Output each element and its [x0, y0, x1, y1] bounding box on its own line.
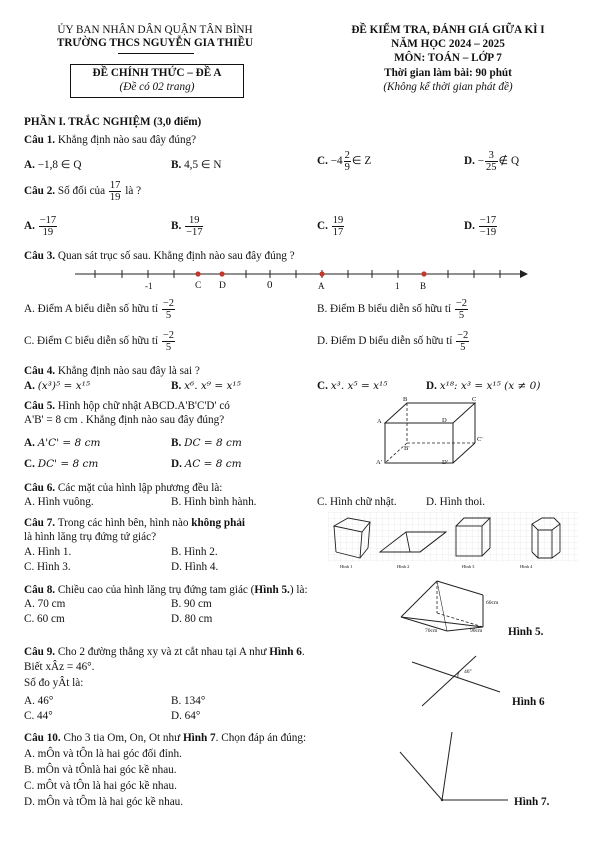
q1-stem: Câu 1. Khẳng định nào sau đây đúng? [24, 134, 197, 146]
official-title: ĐỀ CHÍNH THỨC – ĐỀ A [92, 67, 222, 79]
q4-stem: Câu 4. Khẳng định nào sau đây là sai ? [24, 365, 200, 377]
cuboid-label-a: A [377, 418, 382, 425]
q5-option-b[interactable]: B. DC = 8 cm [171, 437, 242, 449]
q9-option-b[interactable]: B. 134° [171, 695, 206, 707]
q9-stem-line2: Biết xÂz = 46°. [24, 661, 95, 673]
time-note: (Không kể thời gian phát đề) [383, 81, 513, 93]
q10-option-b[interactable]: B. mÔn và tÔnlà hai góc kề nhau. [24, 764, 177, 776]
q8-option-b[interactable]: B. 90 cm [171, 598, 212, 610]
q4-option-c[interactable]: C. x³. x⁵ = x¹⁵ [317, 380, 388, 392]
q4-option-a[interactable]: A. (x³)⁵ = x¹⁵ [24, 380, 91, 392]
q7-option-b[interactable]: B. Hình 2. [171, 546, 218, 558]
cuboid-label-a-prime: A' [376, 459, 382, 466]
part1-title: PHẦN I. TRẮC NGHIỆM (3,0 điểm) [24, 116, 202, 128]
q6-option-c[interactable]: C. Hình chữ nhật. [317, 496, 397, 508]
q9-option-c[interactable]: C. 44° [24, 710, 53, 722]
q7-option-a[interactable]: A. Hình 1. [24, 546, 72, 558]
cuboid-label-c: C [472, 396, 477, 403]
q3-stem: Câu 3. Quan sát trục số sau. Khẳng định nào sau đây đúng ? [24, 250, 295, 262]
point-c [195, 271, 200, 276]
pages-note: (Đề có 02 trang) [119, 81, 195, 93]
q8-option-d[interactable]: D. 80 cm [171, 613, 213, 625]
q6-stem: Câu 6. Các mặt của hình lập phương đều là: [24, 482, 223, 494]
q5-stem-line1: Câu 5. Hình hộp chữ nhật ABCD.A'B'C'D' có [24, 400, 230, 412]
q10-option-d[interactable]: D. mÔn và tÔm là hai góc kề nhau. [24, 796, 184, 808]
axis-label-c: C [195, 281, 202, 291]
q8-stem: Câu 8. Chiều cao của hình lăng trụ đứng tam giác (Hình 5.) là: [24, 584, 308, 596]
axis-label-zero: 0 [267, 279, 273, 291]
axis-label-a: A [318, 281, 325, 291]
q9-stem-line3: Số đo yÂt là: [24, 677, 84, 689]
caption-hinh-4: Hình 4 [520, 564, 533, 569]
header-underline [118, 53, 194, 54]
caption-hinh-5: Hình 5. [508, 626, 544, 638]
number-line [0, 262, 596, 302]
prism-figures [328, 512, 578, 572]
q10-option-c[interactable]: C. mÔt và tÔn là hai góc kề nhau. [24, 780, 177, 792]
q2-stem: Câu 2. Số đối của $\frac{17}{19}$ là ? [24, 180, 142, 204]
q2-option-b[interactable]: B. $\frac{19}{-17}$ [171, 215, 203, 239]
exam-title: ĐỀ KIỂM TRA, ĐÁNH GIÁ GIỮA KÌ I [351, 24, 545, 36]
three-rays-figure [390, 728, 520, 808]
q6-option-d[interactable]: D. Hình thoi. [426, 496, 486, 508]
q8-option-c[interactable]: C. 60 cm [24, 613, 65, 625]
q5-option-a[interactable]: A. A'C' = 8 cm [24, 437, 101, 449]
point-b [421, 271, 426, 276]
cuboid-label-b-prime: B' [404, 445, 410, 452]
q7-stem-line2: là hình lăng trụ đứng tứ giác? [24, 531, 157, 543]
q3-option-d[interactable]: D. Điểm D biểu diễn số hữu tỉ $\frac{-2}{5}$ [317, 330, 469, 354]
q9-option-d[interactable]: D. 64° [171, 710, 201, 722]
caption-hinh-2: Hình 2 [397, 564, 410, 569]
prism-label-90cm: 90cm [470, 628, 483, 634]
q3-option-b[interactable]: B. Điểm B biểu diễn số hữu tỉ $\frac{-2}{5}$ [317, 298, 468, 322]
q8-option-a[interactable]: A. 70 cm [24, 598, 66, 610]
axis-label-one: 1 [395, 281, 400, 291]
q6-option-a[interactable]: A. Hình vuông. [24, 496, 94, 508]
q10-option-a[interactable]: A. mÔn và tÔn là hai góc đối đỉnh. [24, 748, 182, 760]
q5-option-c[interactable]: C. DC' = 8 cm [24, 458, 99, 470]
q10-stem: Câu 10. Cho 3 tia Om, On, Ot như Hình 7. Chọn đáp án đúng: [24, 732, 307, 744]
caption-hinh-7: Hình 7. [514, 796, 550, 808]
q2-option-c[interactable]: C. $\frac{19}{17}$ [317, 215, 344, 239]
q4-option-d[interactable]: D. x¹⁸: x³ = x¹⁵ (x ≠ 0) [426, 380, 541, 392]
q9-option-a[interactable]: A. 46° [24, 695, 54, 707]
cuboid-label-b: B [403, 396, 408, 403]
time-label: Thời gian làm bài: 90 phút [384, 67, 512, 79]
school-name: TRƯỜNG THCS NGUYỄN GIA THIỀU [56, 37, 254, 49]
q1-option-c[interactable]: C. −4 $\frac{2}{9}$ ∈ Z [317, 150, 372, 174]
cuboid-label-c-prime: C' [477, 436, 483, 443]
q2-option-a[interactable]: A. $\frac{-17}{19}$ [24, 215, 57, 239]
prism-label-60cm: 60cm [486, 600, 499, 606]
q1-option-b[interactable]: B. 4,5 ∈ N [171, 159, 222, 171]
caption-hinh-3: Hình 3 [462, 564, 475, 569]
subject: MÔN: TOÁN – LỚP 7 [394, 52, 502, 64]
axis-label-b: B [420, 281, 427, 291]
q6-option-b[interactable]: B. Hình bình hành. [171, 496, 257, 508]
axis-label-minus1: -1 [145, 281, 153, 291]
q7-option-c[interactable]: C. Hình 3. [24, 561, 71, 573]
cuboid-label-d-prime: D' [442, 459, 448, 466]
point-d [219, 271, 224, 276]
q2-option-d[interactable]: D. $\frac{-17}{-19}$ [464, 215, 497, 239]
q7-stem-line1: Câu 7. Trong các hình bên, hình nào không phải [24, 517, 246, 529]
committee-name: ỦY BAN NHÂN DÂN QUẬN TÂN BÌNH [57, 24, 253, 36]
q1-option-d[interactable]: D. − $\frac{3}{25}$ ∉ Q [464, 150, 520, 174]
intersecting-lines-figure [400, 648, 520, 708]
q5-option-d[interactable]: D. AC = 8 cm [171, 458, 242, 470]
cuboid-label-d: D [442, 417, 447, 424]
q5-stem-line2: A'B' = 8 cm . Khẳng định nào sau đây đúng? [24, 414, 225, 426]
q9-stem-line1: Câu 9. Cho 2 đường thẳng xy và zt cắt nhau tại A như Hình 6. [24, 646, 305, 658]
school-year: NĂM HỌC 2024 – 2025 [391, 38, 505, 50]
q3-option-c[interactable]: C. Điểm C biểu diễn số hữu tỉ $\frac{-2}{5}$ [24, 330, 175, 354]
point-a [319, 271, 324, 276]
caption-hinh-6: Hình 6 [512, 696, 545, 708]
q4-option-b[interactable]: B. x⁶. x⁹ = x¹⁵ [171, 380, 241, 392]
q3-option-a[interactable]: A. Điểm A biểu diễn số hữu tỉ $\frac{-2}{5}$ [24, 298, 175, 322]
prism-label-70cm: 70cm [425, 628, 438, 634]
caption-hinh-1: Hình 1 [340, 564, 353, 569]
axis-label-d: D [219, 281, 226, 291]
q1-option-a[interactable]: A. −1,8 ∈ Q [24, 159, 82, 171]
angle-label: 46° [464, 669, 472, 675]
q7-option-d[interactable]: D. Hình 4. [171, 561, 219, 573]
